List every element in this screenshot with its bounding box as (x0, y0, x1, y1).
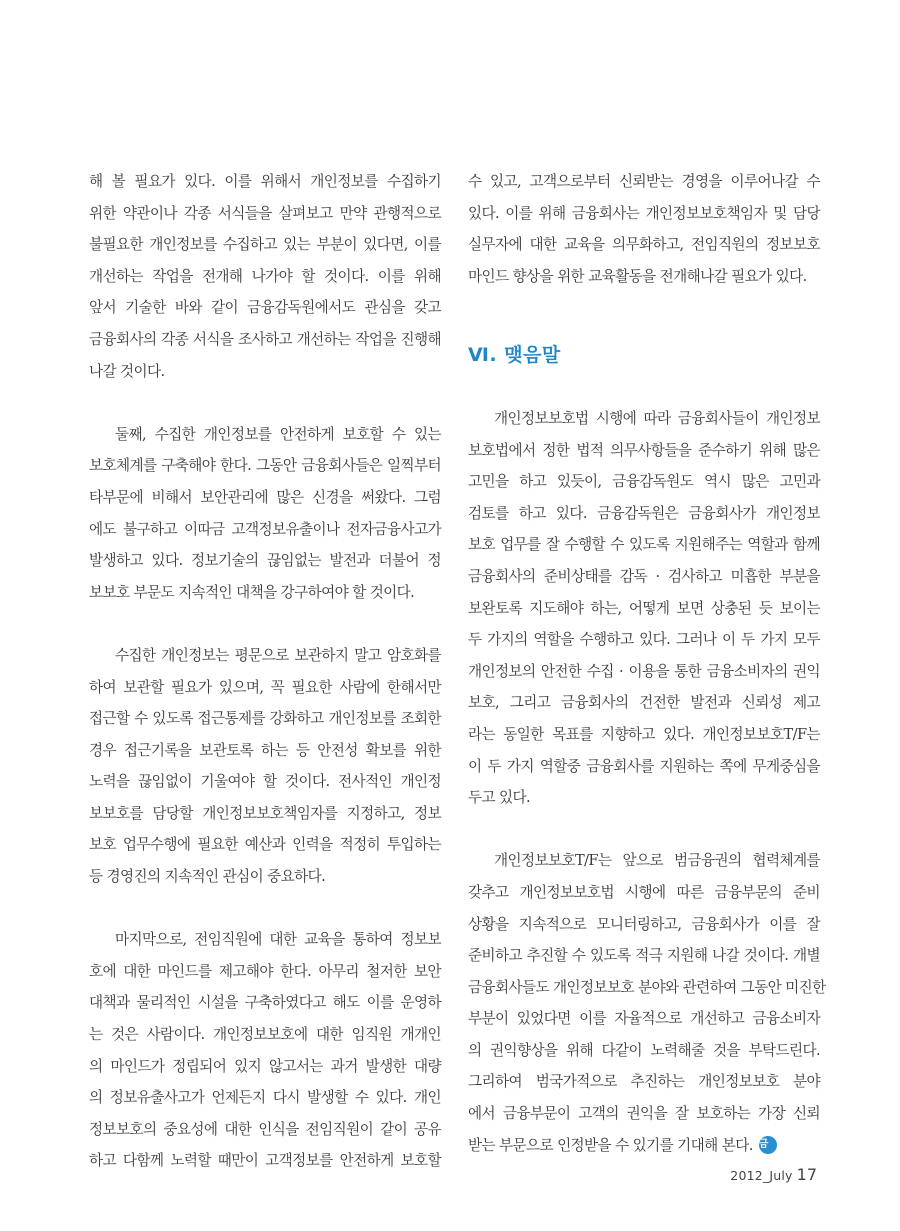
text-line: 부분이 있었다면 이를 자율적으로 개선하고 금융소비자 (468, 1010, 820, 1028)
text-line: 실무자에 대한 교육을 의무화하고, 전임직원의 정보보호 (468, 236, 820, 254)
text-line: 라는 동일한 목표를 지향하고 있다. 개인정보보호T/F는 (468, 725, 820, 743)
paragraph (89, 419, 441, 609)
text-line: 개인정보보호T/F는 앞으로 범금융권의 협력체계를 (494, 852, 820, 870)
text-line: 두고 있다. (468, 789, 531, 807)
text-line: 보완토록 지도해야 하는, 어떻게 보면 상충된 듯 보이는 (468, 599, 820, 617)
text-line: 하고 다함께 노력할 때만이 고객정보를 안전하게 보호할 (89, 1152, 441, 1170)
text-line: 둘째, 수집한 개인정보를 안전하게 보호할 수 있는 (115, 425, 441, 443)
text-line: 의 정보유출사고가 언제든지 다시 발생할 수 있다. 개인 (89, 1089, 441, 1107)
text-line: 접근할 수 있도록 접근통제를 강화하고 개인정보를 조회한 (89, 710, 441, 728)
text-line: 검토를 하고 있다. 금융감독원은 금융회사가 개인정보 (468, 504, 820, 522)
text-line: 보호법에서 정한 법적 의무사항들을 준수하기 위해 많은 (468, 441, 820, 459)
text-line: 고민을 하고 있듯이, 금융감독원도 역시 많은 고민과 (468, 473, 820, 491)
text-line: 보호체계를 구축해야 한다. 그동안 금융회사들은 일찍부터 (89, 457, 441, 475)
text-line: 상황을 지속적으로 모니터링하고, 금융회사가 이를 잘 (468, 915, 820, 933)
text-line: 보호 업무를 잘 수행할 수 있도록 지원해주는 역할과 함께 (468, 536, 820, 554)
final-line-text: 받는 부문으로 인정받을 수 있기를 기대해 본다. (468, 1136, 753, 1154)
text-line: 보보호를 담당할 개인정보보호책임자를 지정하고, 정보 (89, 804, 441, 822)
text-line: 수집한 개인정보는 평문으로 보관하지 말고 암호화를 (115, 646, 441, 664)
text-line: 위한 약관이나 각종 서식들을 살펴보고 만약 관행적으로 (89, 204, 441, 222)
text-line: 등 경영진의 지속적인 관심이 중요하다. (89, 868, 326, 886)
text-line: 불필요한 개인정보를 수집하고 있는 부분이 있다면, 이를 (89, 236, 441, 254)
end-of-article-icon: 금 (759, 1136, 777, 1154)
text-line: 보보호 부문도 지속적인 대책을 강구하여야 할 것이다. (89, 583, 415, 601)
text-line: 보호 업무수행에 필요한 예산과 인력을 적정히 투입하는 (89, 836, 441, 854)
page-folio (730, 1165, 817, 1184)
text-line: 수 있고, 고객으로부터 신뢰받는 경영을 이루어나갈 수 (468, 173, 820, 190)
section-heading: Ⅵ. 맺음말 (468, 344, 561, 366)
paragraph (468, 166, 820, 292)
text-line: 타부문에 비해서 보안관리에 많은 신경을 써왔다. 그럼 (89, 488, 441, 506)
text-line: 해 볼 필요가 있다. 이를 위해서 개인정보를 수집하기 (89, 173, 441, 190)
text-line: 의 권익향상을 위해 다같이 노력해줄 것을 부탁드린다. (468, 1041, 820, 1059)
text-line: 나갈 것이다. (89, 362, 165, 380)
text-line: 경우 접근기록을 보관토록 하는 등 안전성 확보를 위한 (89, 741, 441, 759)
text-line: 정보보호의 중요성에 대한 인식을 전임직원이 같이 공유 (89, 1120, 441, 1138)
text-line: 이 두 가지 역할중 금융회사를 지원하는 쪽에 무게중심을 (468, 757, 820, 775)
text-line: 금융회사의 각종 서식을 조사하고 개선하는 작업을 진행해 (89, 330, 441, 348)
text-line: 의 마인드가 정립되어 있지 않고서는 과거 발생한 대량 (89, 1057, 441, 1075)
right-column-body (468, 403, 826, 1161)
page-number: 17 (796, 1165, 817, 1184)
text-line: 에도 불구하고 이따금 고객정보유출이나 전자금융사고가 (89, 520, 441, 538)
text-line: 개인정보의 안전한 수집 · 이용을 통한 금융소비자의 권익 (468, 662, 820, 680)
left-column (89, 166, 441, 1177)
text-line: 마지막으로, 전임직원에 대한 교육을 통하여 정보보 (115, 931, 441, 949)
text-line: 하여 보관할 필요가 있으며, 꼭 필요한 사람에 한해서만 (89, 678, 441, 696)
text-line: 있다. 이를 위해 금융회사는 개인정보보호책임자 및 담당 (468, 204, 820, 222)
right-column (468, 166, 820, 292)
text-line: 대책과 물리적인 시설을 구축하였다고 해도 이를 운영하 (89, 994, 441, 1012)
text-line: 개선하는 작업을 전개해 나가야 할 것이다. 이를 위해 (89, 267, 441, 285)
text-line: 개인정보보호법 시행에 따라 금융회사들이 개인정보 (494, 410, 820, 427)
text-line: 는 것은 사람이다. 개인정보보호에 대한 임직원 개개인 (89, 1026, 441, 1044)
text-line: 노력을 끊임없이 기울여야 할 것이다. 전사적인 개인정 (89, 773, 441, 791)
paragraph (89, 924, 441, 1177)
text-line: 준비하고 추진할 수 있도록 적극 지원해 나갈 것이다. 개별 (468, 947, 820, 965)
paragraph (89, 640, 441, 893)
text-line: 금융회사들도 개인정보보호 분야와 관련하여 그동안 미진한 (468, 978, 826, 996)
paragraph (89, 166, 441, 387)
paragraph (468, 845, 826, 1161)
text-line: 마인드 향상을 위한 교육활동을 전개해나갈 필요가 있다. (468, 267, 807, 285)
paragraph (468, 403, 820, 814)
text-line: 두 가지의 역할을 수행하고 있다. 그러나 이 두 가지 모두 (468, 631, 820, 649)
issue-label: 2012_July (730, 1168, 793, 1183)
text-line: 갖추고 개인정보보호법 시행에 따른 금융부문의 준비 (468, 883, 820, 901)
text-line: 앞서 기술한 바와 같이 금융감독원에서도 관심을 갖고 (89, 299, 441, 317)
text-line: 호에 대한 마인드를 제고해야 한다. 아무리 철저한 보안 (89, 962, 441, 980)
text-line: 그리하여 범국가적으로 추진하는 개인정보보호 분야 (468, 1073, 820, 1091)
text-line (468, 1130, 820, 1162)
text-line: 금융회사의 준비상태를 감독 · 검사하고 미흡한 부분을 (468, 567, 820, 585)
text-line: 에서 금융부문이 고객의 권익을 잘 보호하는 가장 신뢰 (468, 1105, 820, 1123)
text-line: 보호, 그리고 금융회사의 건전한 발전과 신뢰성 제고 (468, 694, 820, 712)
text-line: 발생하고 있다. 정보기술의 끊임없는 발전과 더불어 정 (89, 552, 441, 570)
